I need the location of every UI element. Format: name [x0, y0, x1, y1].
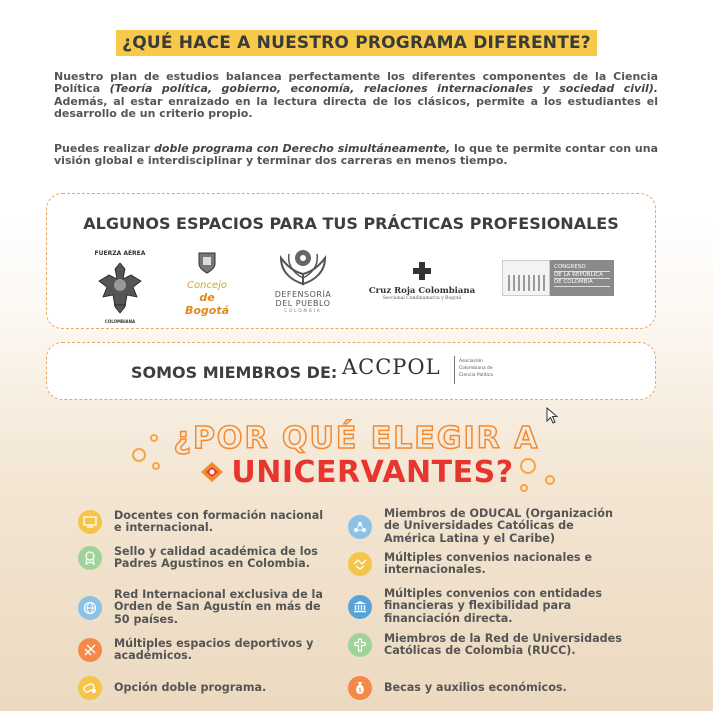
concejo-name: Concejo [187, 280, 227, 291]
double-program-text-emphasis: doble programa con Derecho simultáneamente, [154, 142, 451, 155]
concejo-bogota-logo [177, 252, 237, 317]
fuerza-aerea-logo [91, 250, 149, 324]
members-box [46, 342, 656, 400]
defensoria-logo [265, 246, 341, 313]
benefit-text: Red Internacional exclusiva de la Orden de San Agustín en más de 50 países. [114, 588, 323, 626]
benefit-item-scholarships [348, 676, 624, 700]
defensoria-name-2: DEL PUEBLO [275, 299, 331, 308]
benefit-item-oducal [348, 508, 624, 545]
unicervantes-logo-icon [199, 460, 225, 484]
accpol-sub-2: Colombiana de [459, 366, 493, 371]
congreso-label [550, 260, 614, 296]
money-bag-icon [348, 676, 372, 700]
benefit-item-rucc [348, 633, 624, 658]
why-heading-brand: UNICERVANTES? [231, 455, 514, 490]
page-title: ¿QUÉ HACE A NUESTRO PROGRAMA DIFERENTE? [116, 30, 597, 56]
intro-paragraph [54, 71, 658, 121]
sports-icon [78, 638, 102, 662]
defensoria-country: COLOMBIA [284, 308, 322, 313]
members-label: SOMOS MIEMBROS DE: [131, 363, 338, 382]
benefit-item-financing [348, 588, 624, 625]
benefit-text: Múltiples convenios nacionales e internacionales. [384, 551, 593, 577]
benefit-item-seal [78, 546, 326, 571]
benefit-text: Docentes con formación nacional e internacional. [114, 509, 324, 535]
benefit-item-agreements [348, 552, 624, 577]
congreso-name-3: DE COLOMBIA [554, 279, 610, 287]
bank-icon [348, 595, 372, 619]
benefit-text: Miembros de la Red de Universidades Católicas de Colombia (RUCC). [384, 632, 622, 658]
accpol-logo: ACCPOL [342, 355, 441, 379]
globe-icon [78, 596, 102, 620]
double-program-text-start: Puedes realizar [54, 142, 155, 155]
eagle-emblem-icon [97, 257, 143, 315]
cruz-roja-section: Seccional Cundinamarca y Bogotá [382, 296, 462, 301]
diploma-icon [78, 676, 102, 700]
accpol-sub-3: Ciencia Política [459, 373, 493, 378]
handshake-icon [348, 552, 372, 576]
intro-text-emphasis: (Teoría política, gobierno, economía, relaciones internacionales y sociedad civil). [109, 82, 658, 96]
mouse-cursor-icon [546, 407, 558, 425]
congreso-name-2: DE LA REPÚBLICA [554, 272, 610, 280]
accpol-sub-1: Asociación [459, 359, 483, 364]
fuerza-aerea-sub: COLOMBIANA [104, 319, 136, 324]
svg-text:$: $ [358, 687, 362, 694]
concejo-city: de Bogotá [184, 291, 230, 317]
intro-text-start: Nuestro plan de estudios balancea perfectamente los diferentes componentes de la Ciencia Política [54, 70, 658, 96]
benefit-item-sports [78, 638, 329, 663]
benefit-item-double [78, 676, 329, 700]
benefit-text: Becas y auxilios económicos. [384, 680, 567, 694]
red-cross-icon [413, 262, 431, 280]
accpol-subtitle [459, 358, 493, 379]
benefit-text: Sello y calidad académica de los Padres Agustinos en Colombia. [114, 545, 318, 571]
why-heading-line2 [0, 455, 713, 490]
practices-box [46, 193, 656, 329]
accpol-divider [454, 356, 455, 384]
benefit-text: Miembros de ODUCAL (Organización de Universidades Católicas de América Latina y el Caribe) [384, 507, 613, 545]
double-program-text-end: lo que te permite contar con una visión global e interdisciplinar y terminar dos carreras en menos tiempo. [54, 142, 658, 168]
double-program-paragraph [54, 143, 658, 168]
teacher-icon [78, 510, 102, 534]
shield-icon [198, 252, 216, 274]
cruz-roja-logo [357, 262, 487, 301]
congreso-logo [502, 260, 614, 296]
benefit-item-teachers [78, 510, 324, 535]
heading-container [0, 30, 713, 56]
network-icon [348, 515, 372, 539]
benefit-text: Opción doble programa. [114, 680, 267, 694]
capitol-icon [502, 260, 550, 296]
cruz-roja-name: Cruz Roja Colombiana [368, 286, 476, 296]
hands-emblem-icon [277, 246, 329, 286]
award-icon [78, 546, 102, 570]
cross-icon [348, 633, 372, 657]
benefit-item-network [78, 589, 326, 626]
intro-text-end: Además, al estar enraizado en la lectura directa de los clásicos, permite a los estudiantes el desarrollo de un criterio propio. [54, 94, 658, 121]
fuerza-aerea-name: FUERZA AÉREA [94, 250, 146, 257]
benefit-text: Múltiples espacios deportivos y académicos. [114, 637, 314, 663]
defensoria-name-1: DEFENSORÍA [274, 290, 332, 299]
why-heading-line1: ¿POR QUÉ ELEGIR A [173, 421, 540, 456]
practices-title: ALGUNOS ESPACIOS PARA TUS PRÁCTICAS PROFESIONALES [83, 214, 619, 233]
benefit-text: Múltiples convenios con entidades financieras y flexibilidad para financiación directa. [384, 587, 603, 625]
congreso-name-1: CONGRESO [554, 264, 610, 272]
